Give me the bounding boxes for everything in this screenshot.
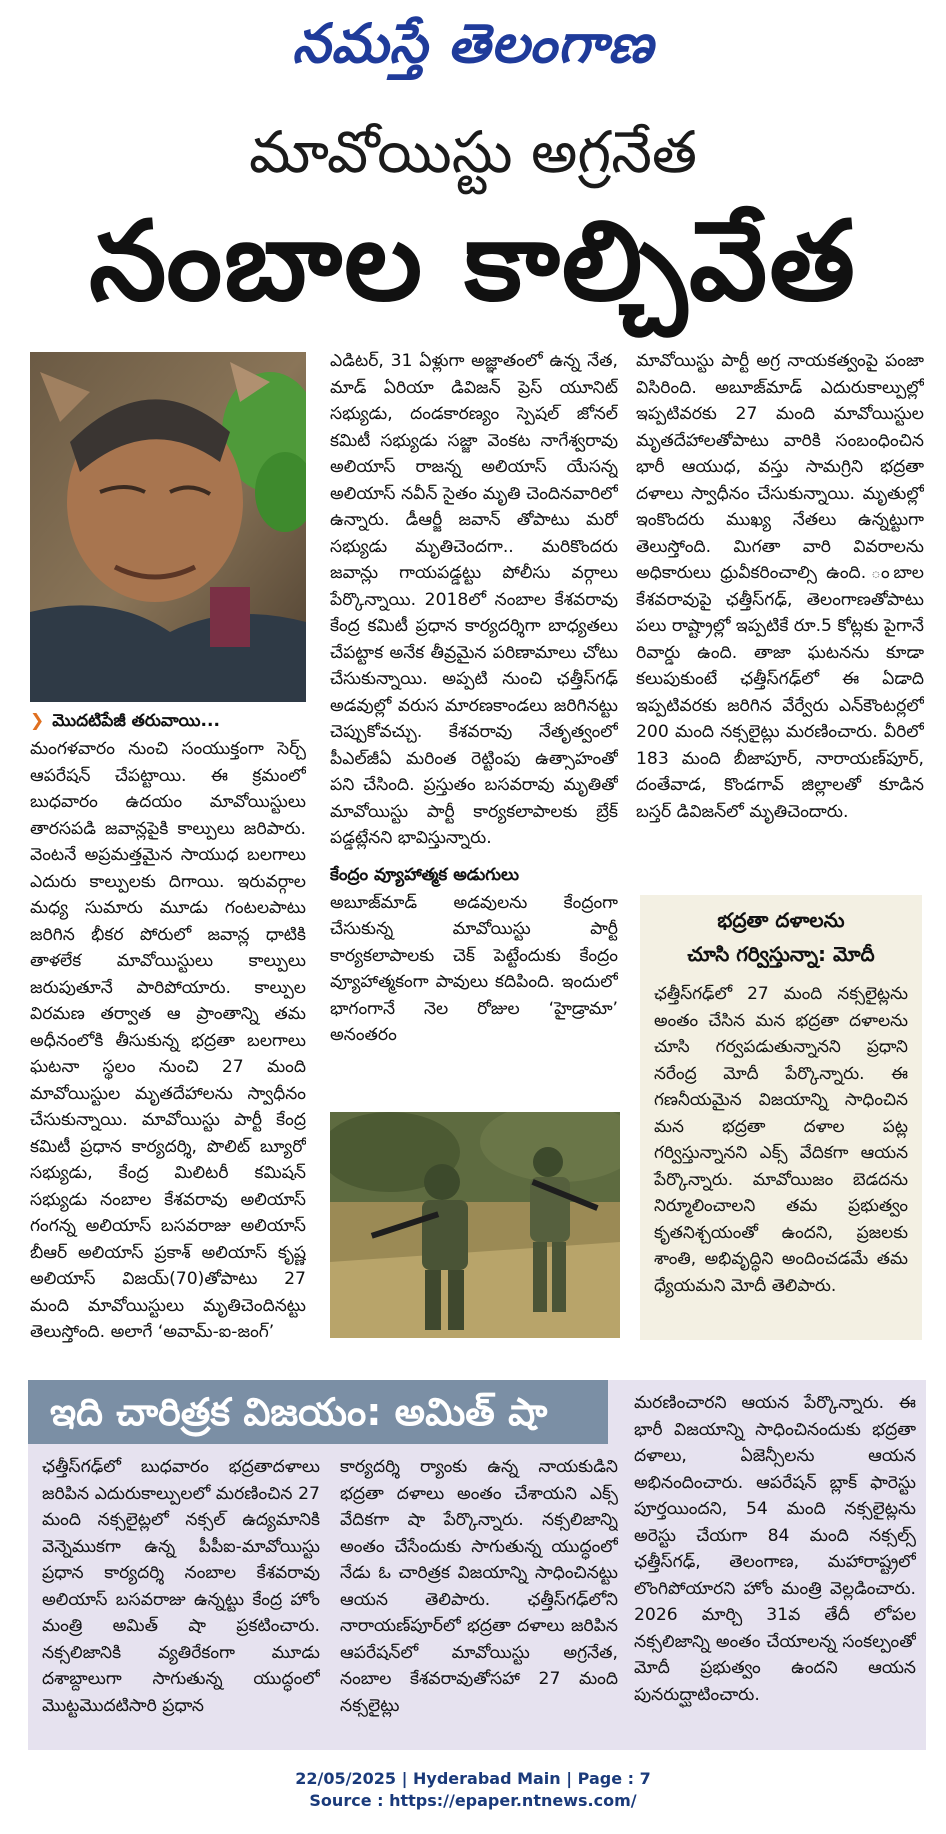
modi-sidebar-box	[640, 895, 922, 1340]
modi-heading-line1: భద్రతా దళాలను	[717, 908, 845, 932]
shah-banner: ఇది చారిత్రక విజయం: అమిత్ షా	[28, 1380, 608, 1444]
article-column-1-text: మంగళవారం నుంచి సంయుక్తంగా సెర్చ్ ఆపరేషన్ చేపట్టాయి. ఈ క్రమంలో బుధవారం ఉదయం మావోయిస్టులు తారసపడి జవాన్లపైకి కాల్పులు జరిపారు. వెంటనే అప్రమత్తమైన సాయుధ బలగాలు ఎదురు కాల్పులకు దిగాయి. ఇరువర్గాల మధ్య సుమారు మూడు గంటలపాటు జరిగిన భీకర పోరులో జవాన్ల ధాటికి తాళలేక మావోయిస్టులు కాల్పులు జరుపుతూనే పారిపోయారు. కాల్పుల విరమణ తర్వాత ఆ ప్రాంతాన్ని తమ అధీనంలోకి తీసుకున్న భద్రతా బలగాలు ఘటనా స్థలం నుంచి 27 మంది మావోయిస్టుల మృతదేహాలను స్వాధీనం చేసుకున్నాయి. మావోయిస్టు పార్టీ కేంద్ర కమిటీ ప్రధాన కార్యదర్శి, పొలిట్ బ్యూరో సభ్యుడు, కేంద్ర మిలిటరీ కమిషన్ సభ్యుడు నంబాల కేశవరావు అలియాస్ గంగన్న అలియాస్ బసవరాజు అలియాస్ బీఆర్ అలియాస్ ప్రకాశ్ అలియాస్ కృష్ణ అలియాస్ విజయ్(70)తోపాటు 27 మంది మావోయిస్టులు మృతిచెందినట్టు తెలుస్తోంది. అలాగే ‘అవామ్-ఐ-జంగ్’	[30, 739, 306, 1342]
footer-source-link[interactable]: Source : https://epaper.ntnews.com/	[309, 1791, 637, 1810]
headline-line1: మావోయిస్టు అగ్రనేత	[248, 118, 698, 186]
leader-photo	[30, 352, 306, 702]
shah-column-3-text: మరణించారని ఆయన పేర్కొన్నారు. ఈ భారీ విజయాన్ని సాధించినందుకు భద్రతా దళాలు, ఏజెన్సీలను ఆయన అభినందించారు. ఆపరేషన్ బ్లాక్ ఫారెస్టు పూర్తయిందని, 54 మంది నక్సలైట్లను అరెస్టు చేయగా 84 మంది నక్సల్స్ ఛత్తీస్‌గఢ్, తెలంగాణ, మహారాష్ట్రలో లొంగిపోయారని హోం మంత్రి వెల్లడించారు. 2026 మార్చి 31వ తేదీ లోపల నక్సలిజాన్ని అంతం చేయాలన్న సంకల్పంతో మోదీ ప్రభుత్వం ఉందని ఆయన పునరుద్ఘాటించారు.	[634, 1393, 916, 1705]
headline-line2: నంబాల కాల్చివేత	[89, 197, 857, 325]
article-column-2-text: ఎడిటర్, 31 ఏళ్లుగా అజ్ఞాతంలో ఉన్న నేత, మాడ్ ఏరియా డివిజన్ ప్రెస్ యూనిట్ సభ్యుడు, దండకారణ్యం స్పెషల్ జోనల్ కమిటీ సభ్యుడు సజ్జా వెంకట నాగేశ్వరావు అలియాస్ రాజన్న అలియాస్ యేసన్న అలియాస్ నవీన్ సైతం మృతి చెందినవారిలో ఉన్నారు. డీఆర్జీ జవాన్ తోపాటు మరో సభ్యుడు మృతిచెందగా.. మరికొందరు జవాన్లు గాయపడ్డట్టు పోలీసు వర్గాలు పేర్కొన్నాయి. 2018లో నంబాల కేశవరావు కేంద్ర కమిటీ ప్రధాన కార్యదర్శిగా బాధ్యతలు చేపట్టాక అనేక తీవ్రమైన పరిణామాలు చోటు చేసుకున్నాయి. అప్పటి నుంచి ఛత్తీస్‌గఢ్ అడవుల్లో వరుస మారణకాండలు జరిగినట్టు చెప్పుకోవచ్చు. కేశవరావు నేతృత్వంలో పీఎల్‌జీఏ మరింత రెట్టింపు ఉత్సాహంతో పని చేసింది. ప్రస్తుతం బసవరావు మృతితో మావోయిస్టు పార్టీ కార్యకలాపాలకు బ్రేక్ పడ్డట్లేనని భావిస్తున్నారు.	[330, 351, 618, 848]
shah-column-2-text: కార్యదర్శి ర్యాంకు ఉన్న నాయకుడిని భద్రతా దళాలు అంతం చేశాయని ఎక్స్ వేదికగా షా పేర్కొన్నారు. నక్సలిజాన్ని అంతం చేసేందుకు సాగుతున్న యుద్ధంలో నేడు ఓ చారిత్రక విజయాన్ని సాధించినట్టు ఆయన తెలిపారు. ఛత్తీస్‌గఢ్‌లోని నారాయణ్‌పూర్‌లో భద్రతా దళాలు జరిపిన ఆపరేషన్‌లో మావోయిస్టు అగ్రనేత, నంబాల కేశవరావుతోసహా 27 మంది నక్సలైట్లు	[340, 1457, 618, 1716]
modi-box-heading	[640, 895, 922, 971]
footer-dateline: 22/05/2025 | Hyderabad Main | Page : 7	[295, 1769, 651, 1788]
shah-column-3	[634, 1390, 916, 1744]
modi-heading-line2: చూసి గర్విస్తున్నా: మోదీ	[687, 942, 875, 966]
article-column-2	[330, 348, 618, 1068]
soldiers-photo	[330, 1112, 620, 1338]
article-column-3-text: మావోయిస్టు పార్టీ అగ్ర నాయకత్వంపై పంజా విసిరింది. అబూజ్‌మాడ్ ఎదురుకాల్పుల్లో ఇప్పటివరకు 27 మంది మావోయిస్టుల మృతదేహాలతోపాటు వారికి సంబంధించిన భారీ ఆయుధ, వస్తు సామగ్రిని భద్రతా దళాలు స్వాధీనం చేసుకున్నాయి. మృతుల్లో ఇంకొందరు ముఖ్య నేతలు ఉన్నట్టుగా తెలుస్తోంది. మిగతా వారి వివరాలను అధికారులు ధ్రువీకరించాల్సి ఉంది. ంబాల కేశవరావుపై ఛత్తీస్‌గఢ్, తెలంగాణతోపాటు పలు రాష్ట్రాల్లో ఇప్పటికే రూ.5 కోట్లకు పైగానే రివార్డు ఉంది. తాజా ఘటనను కూడా కలుపుకుంటే ఛత్తీస్‌గఢ్‌లో ఈ ఏడాది ఇప్పటివరకు జరిగిన వేర్వేరు ఎన్‌కౌంటర్లలో 200 మంది నక్సలైట్లు మరణించారు. వీరిలో 183 మంది బీజాపూర్, నారాయణ్‌పూర్, దంతేవాడ, కొండగావ్ జిల్లాలతో కూడిన బస్తర్ డివిజన్‌లో మృతిచెందారు.	[636, 351, 924, 822]
subheading: కేంద్రం వ్యూహాత్మక అడుగులు	[330, 864, 519, 885]
masthead-logo: నమస్తే తెలంగాణ	[292, 11, 654, 75]
chevron-right-icon: ❯	[30, 711, 45, 731]
photo-caption	[30, 708, 300, 734]
modi-box-body: ఛత్తీస్‌గఢ్‌లో 27 మంది నక్సలైట్లను అంతం చేసిన మన భద్రతా దళాలను చూసి గర్వపడుతున్నానని ప్రధాని నరేంద్ర మోదీ పేర్కొన్నారు. ఈ గణనీయమైన విజయాన్ని సాధించిన మన భద్రతా దళాల పట్ల గర్విస్తున్నానని ఎక్స్ వేదికగా ఆయన పేర్కొన్నారు. మావోయిజం బెడదను నిర్మూలించాలని తమ ప్రభుత్వం కృతనిశ్చయంతో ఉందని, ప్రజలకు శాంతి, అభివృద్ధిని అందించడమే తమ ధ్యేయమని మోదీ తెలిపారు.	[654, 984, 908, 1296]
shah-column-2	[340, 1454, 618, 1744]
shah-column-1	[42, 1454, 320, 1744]
article-column-1	[30, 736, 306, 1352]
article-column-3	[636, 348, 924, 884]
article-column-2-text-b: అబూజ్‌మాడ్ అడవులను కేంద్రంగా చేసుకున్న మావోయిస్టు పార్టీ కార్యకలాపాలకు చెక్ పెట్టేందుకు కేంద్రం వ్యూహాత్మకంగా పావులు కదిపింది. ఇందులో భాగంగానే నెల రోజుల ‘హైడ్రామా’ అనంతరం	[330, 892, 618, 1045]
shah-column-1-text: ఛత్తీస్‌గఢ్‌లో బుధవారం భద్రతాదళాలు జరిపిన ఎదురుకాల్పులలో మరణించిన 27 మంది నక్సలైట్లలో నక్సల్ ఉద్యమానికి వెన్నెముకగా ఉన్న పీపీఐ-మావోయిస్టు ప్రధాన కార్యదర్శి నంబాల కేశవరావు అలియాస్ బసవరాజు ఉన్నట్టు కేంద్ర హోం మంత్రి అమిత్ షా ప్రకటించారు. నక్సలిజానికి వ్యతిరేకంగా మూడు దశాబ్దాలుగా సాగుతున్న యుద్ధంలో మొట్టమొదటిసారి ప్రధాన	[42, 1457, 320, 1716]
page-footer	[0, 1768, 946, 1812]
photo-caption-text: మొదటిపేజీ తరువాయి...	[52, 711, 220, 731]
